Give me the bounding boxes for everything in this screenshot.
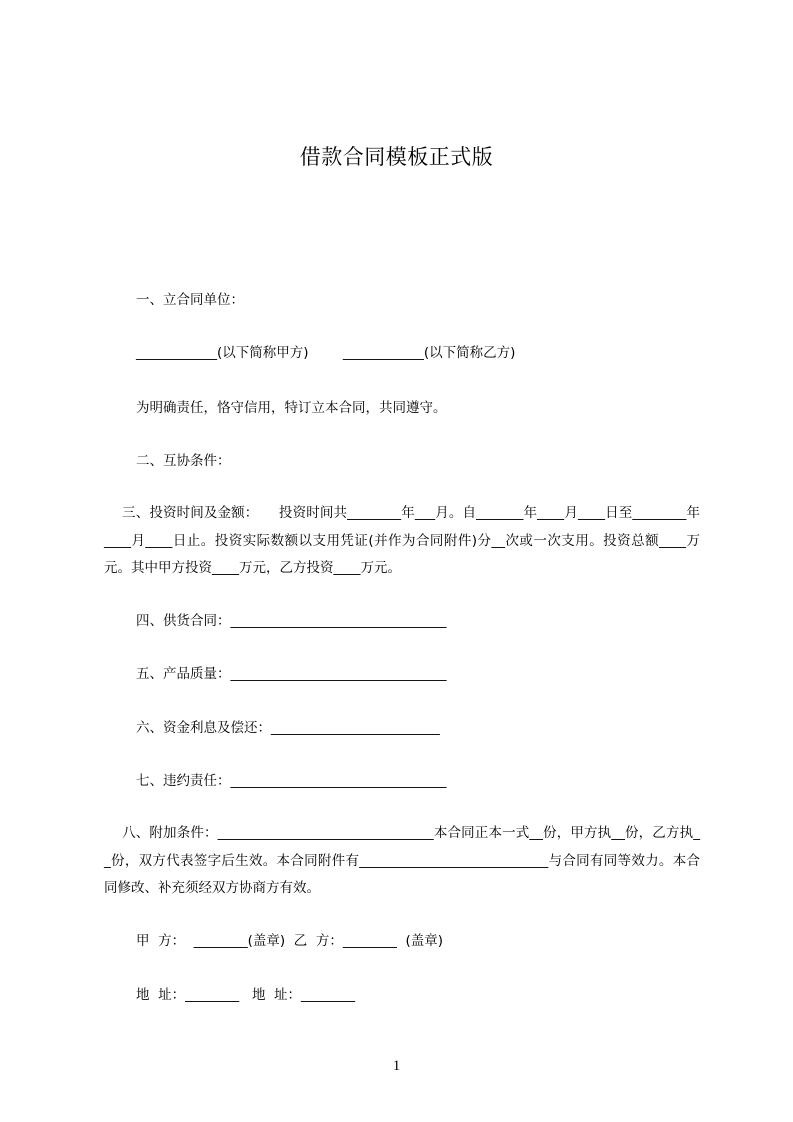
section-7-breach-liability: 七、违约责任：________________________________ <box>136 773 447 789</box>
signature-line: 甲 方： ________(盖章) 乙 方：________ (盖章) <box>136 933 443 949</box>
page-number: 1 <box>392 1058 401 1074</box>
section-6-interest-repayment: 六、资金利息及偿还：_________________________ <box>136 720 440 736</box>
address-line: 地 址：________ 地 址：________ <box>136 987 356 1003</box>
section-1-heading: 一、立合同单位： <box>136 292 244 308</box>
parties-line: ____________(以下简称甲方) ____________(以下简称乙方) <box>136 345 516 361</box>
section-8-additional-terms: 八、附加条件：________________________________本合同正本一式__份，甲方执__份，乙方执__份，双方代表签字后生效。本合同附件有____________________________与合同有同等效力。本合同修改、补充须经双方协商方有效。 <box>104 825 700 896</box>
document-title: 借款合同模板正式版 <box>299 145 494 169</box>
section-5-product-quality: 五、产品质量：________________________________ <box>136 666 447 682</box>
section-2-heading: 二、互协条件： <box>136 453 231 469</box>
section-4-supply-contract: 四、供货合同：________________________________ <box>136 613 447 629</box>
purpose-statement: 为明确责任，恪守信用，特订立本合同，共同遵守。 <box>136 400 447 416</box>
section-3-investment: 三、投资时间及金额： 投资时间共________年___月。自_______年____月____日至________年____月____日止。投资实际数额以支用凭证(并作为合同附件)分__次或一次支用。投资总额____万元。其中甲方投资____万元，乙方投资____万元。 <box>104 505 700 576</box>
